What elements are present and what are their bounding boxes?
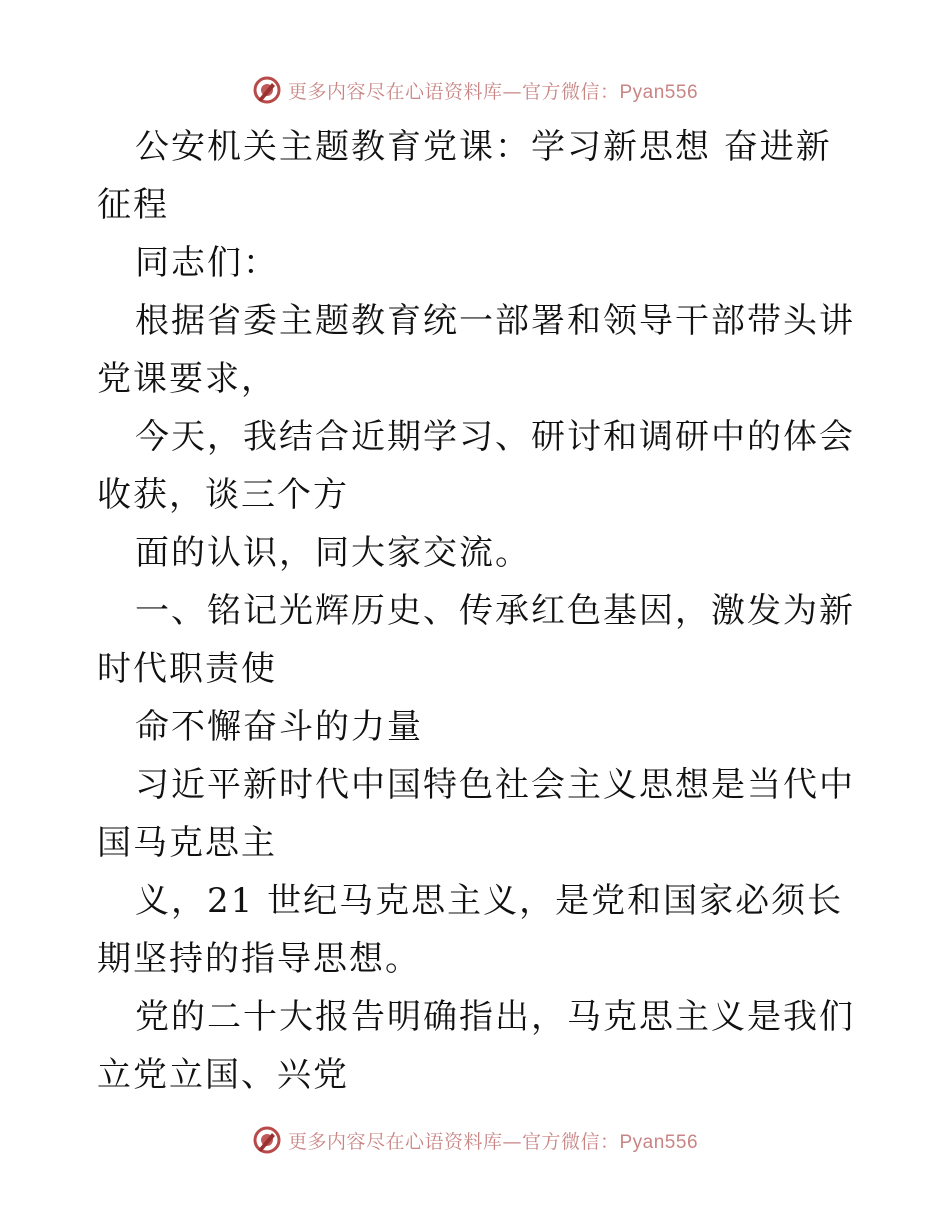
pen-circle-logo-icon	[252, 1125, 282, 1155]
pen-circle-logo-icon	[252, 75, 282, 105]
section-heading-continued: 命不懈奋斗的力量	[135, 707, 423, 747]
header-banner	[0, 70, 950, 110]
paragraph: 面的认识，同大家交流。	[135, 533, 531, 573]
paragraph: 义，21 世纪马克思主义，是党和国家必须长期坚持的指导思想。	[97, 881, 844, 979]
footer-banner-text: 更多内容尽在心语资料库—官方微信：Pyan556	[287, 1130, 699, 1153]
paragraph: 根据省委主题教育统一部署和领导干部带头讲党课要求，	[97, 301, 855, 399]
section-heading: 一、铭记光辉历史、传承红色基因，激发为新时代职责使	[97, 591, 855, 689]
footer-banner	[0, 1120, 950, 1160]
document-title: 公安机关主题教育党课：学习新思想 奋进新征程	[97, 127, 832, 225]
header-banner-text: 更多内容尽在心语资料库—官方微信：Pyan556	[287, 80, 699, 103]
paragraph: 今天，我结合近期学习、研讨和调研中的体会收获，谈三个方	[97, 417, 855, 515]
paragraph: 党的二十大报告明确指出，马克思主义是我们立党立国、兴党	[97, 997, 855, 1095]
paragraph-salutation: 同志们：	[135, 243, 279, 283]
paragraph: 习近平新时代中国特色社会主义思想是当代中国马克思主	[97, 765, 855, 863]
document-body	[97, 118, 857, 1104]
